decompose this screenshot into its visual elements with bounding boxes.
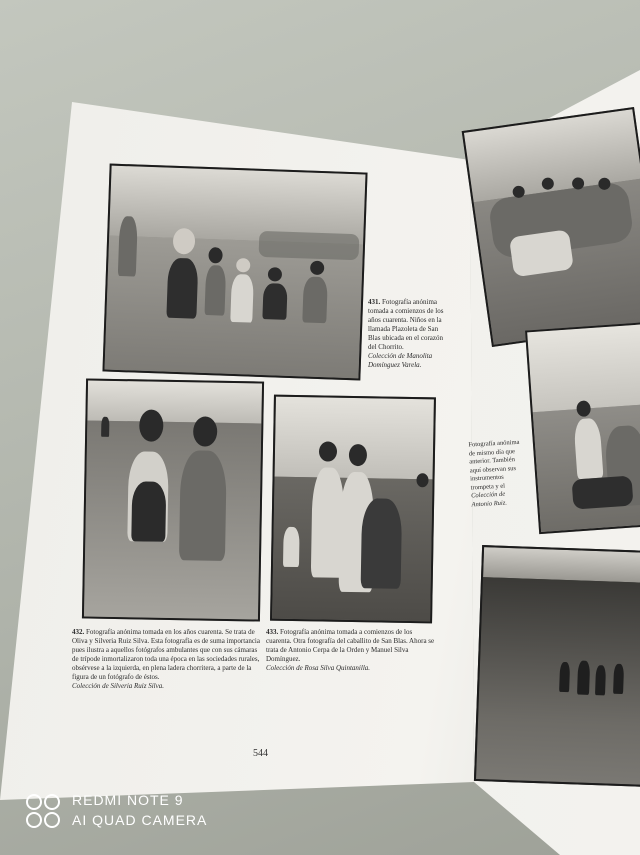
photo-right-top-group bbox=[462, 107, 640, 347]
caption-432-text: Fotografía anónima tomada en los años cuarenta. Se trata de Oliva y Silveria Ruiz Silva. Esta fotografía es de suma importancia pues ilustra a aquellos fotógrafos ambulantes que con sus cámaras de trípode inmortalizaron toda una época en las sociedades rurales, obsérvese a la izquierda, en plena ladera chorritera, a parte de la figura de un fotógrafo de éstos. bbox=[72, 628, 260, 681]
caption-433-credit: Colección de Rosa Silva Quintanilla. bbox=[266, 664, 371, 672]
caption-431-text: Fotografía anónima tomada a comienzos de los años cuarenta. Niños en la llamada Plazoleta de San Blas ubicada en el corazón del Chorrito. bbox=[368, 298, 444, 351]
photo-right-bottom-landscape bbox=[474, 545, 640, 787]
caption-432-credit: Colección de Silveria Ruiz Silva. bbox=[72, 682, 164, 690]
page-number: 544 bbox=[253, 748, 268, 759]
caption-432 bbox=[72, 628, 260, 691]
caption-right-partial-text: Fotografía anónima de mismo día que anterior. También aquí observan sus instrumentos trompeta y el bbox=[468, 438, 520, 491]
caption-431 bbox=[368, 298, 452, 370]
caption-433-text: Fotografía anónima tomada a comienzos de los cuarenta. Otra fotografía del caballito de San Blas. Ahora se trata de Antonio Cerpa de la Orden y Manuel Silva Domínguez. bbox=[266, 628, 435, 663]
caption-432-number: 432. bbox=[72, 628, 85, 636]
caption-433-number: 433. bbox=[266, 628, 279, 636]
watermark-model: REDMI NOTE 9 bbox=[72, 792, 184, 808]
photo-right-middle-group bbox=[525, 322, 640, 534]
photo-431-children bbox=[102, 164, 367, 381]
photo-433-caballito bbox=[270, 395, 436, 624]
camera-lens-logo-icon bbox=[26, 794, 62, 828]
caption-right-partial bbox=[468, 439, 527, 510]
watermark-camera: AI QUAD CAMERA bbox=[72, 812, 208, 828]
caption-431-credit: Colección de Manolita Domínguez Varela. bbox=[368, 352, 433, 369]
caption-right-partial-credit: Colección de Antonio Ruiz. bbox=[470, 490, 508, 508]
caption-431-number: 431. bbox=[368, 298, 381, 306]
photo-432-two-women bbox=[82, 378, 264, 621]
caption-433 bbox=[266, 628, 436, 673]
